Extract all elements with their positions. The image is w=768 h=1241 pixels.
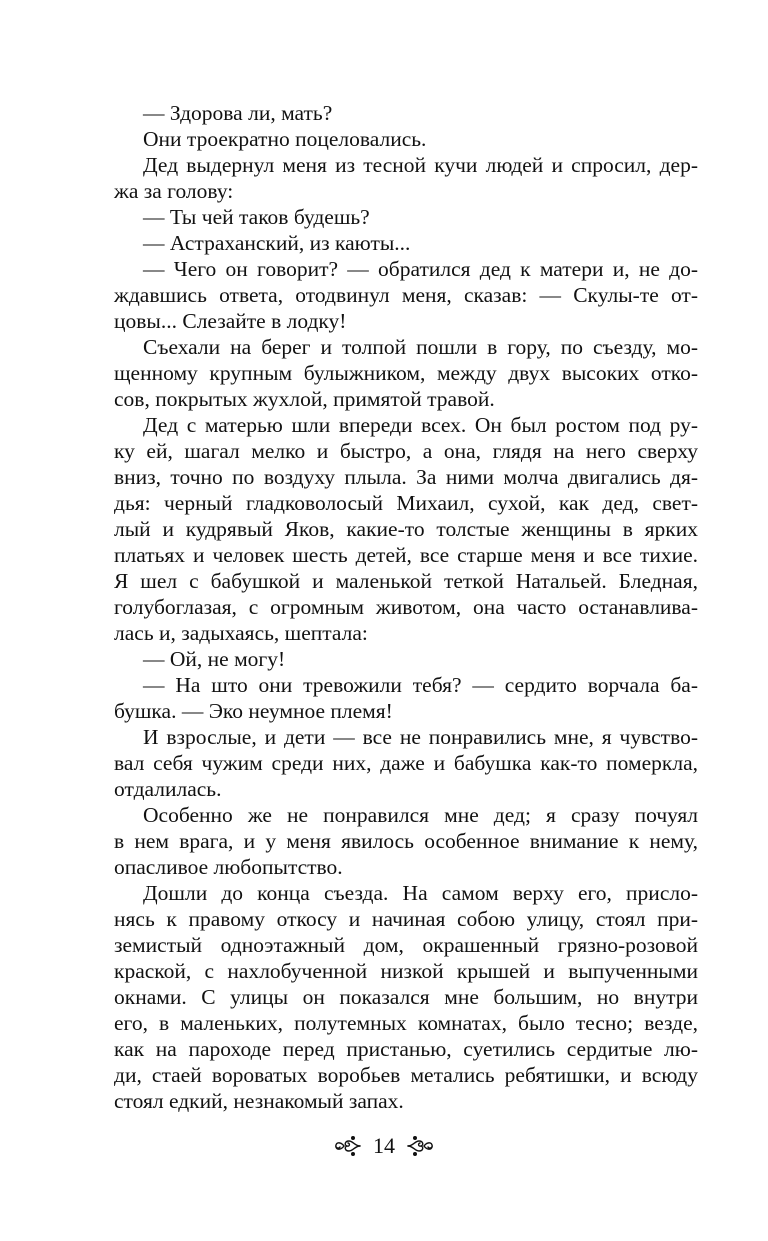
text-line: сов, покрытых жухлой, примятой травой.	[114, 387, 495, 411]
text-line: вал себя чужим среди них, даже и бабушка как-то померкла,	[114, 751, 698, 775]
page-footer	[0, 1132, 768, 1160]
text-line: стоял едкий, незнакомый запах.	[114, 1089, 404, 1113]
text-line: краской, с нахлобученной низкой крышей и выпученными	[114, 959, 698, 983]
text-line: И взрослые, и дети — все не понравились мне, я чувство-	[143, 725, 698, 749]
text-line: Дошли до конца съезда. На самом верху его, присло-	[143, 881, 698, 905]
body-text	[114, 100, 698, 1114]
text-line: жа за голову:	[114, 179, 234, 203]
text-line: бушка. — Эко неумное племя!	[114, 699, 393, 723]
text-line: как на пароходе перед пристанью, суетились сердитые лю-	[114, 1037, 698, 1061]
text-line: — Астраханский, из каюты...	[143, 231, 411, 255]
text-line: лась и, задыхаясь, шептала:	[114, 621, 368, 645]
text-line: дья: черный гладковолосый Михаил, сухой, как дед, свет-	[114, 491, 698, 515]
text-line: — Чего он говорит? — обратился дед к матери и, не до-	[143, 257, 698, 281]
text-line: — На што они тревожили тебя? — сердито ворчала ба-	[143, 673, 698, 697]
text-line: Я шел с бабушкой и маленькой теткой Натальей. Бледная,	[114, 569, 698, 593]
text-line: Съехали на берег и толпой пошли в гору, по съезду, мо-	[143, 335, 698, 359]
text-line: вниз, точно по воздуху плыла. За ними молча двигались дя-	[114, 465, 698, 489]
text-line: нясь к правому откосу и начиная собою улицу, стоял при-	[114, 907, 698, 931]
page-number: 14	[373, 1133, 395, 1158]
text-line: лый и кудрявый Яков, какие-то толстые женщины в ярких	[114, 517, 698, 541]
text-line: его, в маленьких, полутемных комнатах, было тесно; везде,	[114, 1011, 698, 1035]
text-line: цовы... Слезайте в лодку!	[114, 309, 347, 333]
text-line: окнами. С улицы он показался мне большим, но внутри	[114, 985, 698, 1009]
left-ornament-icon	[333, 1135, 361, 1157]
text-line: Особенно же не понравился мне дед; я сразу почуял	[143, 803, 698, 827]
text-line: Они троекратно поцеловались.	[143, 127, 427, 151]
text-line: опасливое любопытство.	[114, 855, 343, 879]
text-line: ку ей, шагал мелко и быстро, а она, глядя на него сверху	[114, 439, 698, 463]
text-line: Дед с матерью шли впереди всех. Он был ростом под ру-	[143, 413, 698, 437]
text-line: отдалилась.	[114, 777, 222, 801]
text-line: платьях и человек шесть детей, все старше меня и все тихие.	[114, 543, 698, 567]
text-line: голубоглазая, с огромным животом, она часто останавлива-	[114, 595, 698, 619]
right-ornament-icon	[407, 1135, 435, 1157]
text-line: ди, стаей вороватых воробьев метались ребятишки, и всюду	[114, 1063, 698, 1087]
text-line: — Здорова ли, мать?	[143, 101, 333, 125]
text-line: в нем врага, и у меня явилось особенное внимание к нему,	[114, 829, 698, 853]
text-line: — Ой, не могу!	[143, 647, 286, 671]
text-line: щенному крупным булыжником, между двух высоких отко-	[114, 361, 698, 385]
text-line: Дед выдернул меня из тесной кучи людей и спросил, дер-	[143, 153, 698, 177]
text-line: земистый одноэтажный дом, окрашенный грязно-розовой	[114, 933, 698, 957]
text-line: — Ты чей таков будешь?	[143, 205, 370, 229]
text-line: ждавшись ответа, отодвинул меня, сказав: — Скулы-те от-	[114, 283, 698, 307]
